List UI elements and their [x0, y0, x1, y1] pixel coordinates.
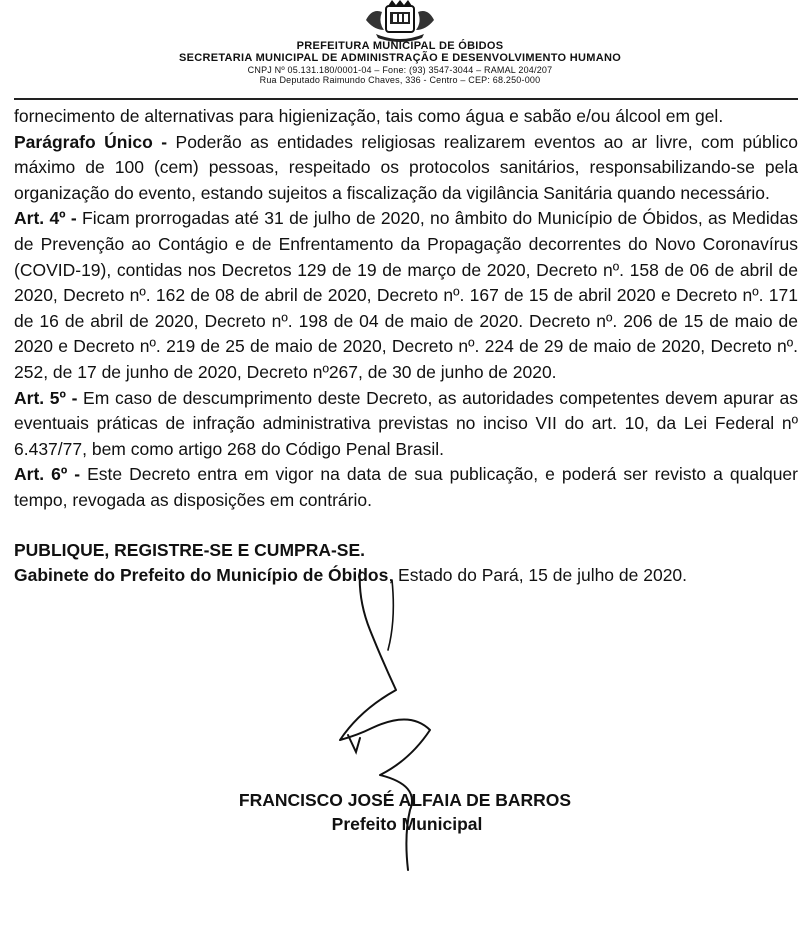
signer-role: Prefeito Municipal [331, 814, 483, 834]
letterhead-contact: CNPJ Nº 05.131.180/0001-04 – Fone: (93) 3547-3044 – RAMAL 204/207 [247, 64, 553, 75]
article-5 [14, 386, 798, 463]
gabinete-label: Gabinete do Prefeito do Município de Óbidos [14, 565, 389, 586]
spacer [14, 514, 798, 538]
article-6-text: Este Decreto entra em vigor na data de sua publicação, e poderá ser revisto a qualquer tempo, revogada as disposições em contrário. [14, 464, 798, 510]
signature-block [0, 788, 800, 836]
letterhead-secretaria: SECRETARIA MUNICIPAL DE ADMINISTRAÇÃO E DESENVOLVIMENTO HUMANO [178, 52, 622, 65]
article-5-label: Art. 5º - [14, 387, 78, 408]
decree-body [14, 104, 798, 589]
gabinete-line [14, 563, 798, 589]
article-4-label: Art. 4º - [14, 208, 77, 229]
letterhead-address: Rua Deputado Raimundo Chaves, 336 - Centro – CEP: 68.250-000 [259, 74, 541, 85]
paragraph-continuation: fornecimento de alternativas para higienização, tais como água e sabão e/ou álcool em gel. [14, 106, 724, 126]
signer-name: FRANCISCO JOSÉ ALFAIA DE BARROS [238, 790, 572, 810]
article-4 [14, 206, 798, 385]
article-6-label: Art. 6º - [14, 464, 81, 485]
article-6 [14, 462, 798, 513]
paragrafo-unico [14, 130, 798, 207]
paragrafo-unico-text: Poderão as entidades religiosas realizarem eventos ao ar livre, com público máximo de 100 (cem) pessoas, respeitado os protocolos sanitários, responsabilizando-se pela organização do evento, estando sujeitos a fiscalização da vigilância Sanitária quando necessário. [14, 131, 799, 203]
article-5-text: Em caso de descumprimento deste Decreto, as autoridades competentes devem apurar as eventuais práticas de infração administrativa previstas no inciso VII do art. 10, da Lei Federal nº 6.437/77, bem como artigo 268 do Código Penal Brasil. [14, 387, 798, 459]
letterhead [0, 40, 800, 85]
paragrafo-unico-label: Parágrafo Único - [14, 131, 168, 152]
handwritten-signature [300, 560, 460, 890]
article-4-text: Ficam prorrogadas até 31 de julho de 2020, no âmbito do Município de Óbidos, as Medidas de Prevenção ao Contágio e de Enfrentamento da Propagação decorrentes do Novo Coronavírus (COVID-19), contidas nos Decretos 129 de 19 de março de 2020, Decreto nº. 158 de 06 de abril de 2020, Decreto nº. 162 de 08 de abril de 2020, Decreto nº. 167 de 15 de abril 2020 e Decreto nº. 171 de 16 de abril de 2020, Decreto nº. 198 de 04 de maio de 2020. Decreto nº. 206 de 15 de maio de 2020 e Decreto nº. 219 de 25 de maio de 2020, Decreto nº. 224 de 29 de maio de 2020, Decreto nº. 252, de 17 de junho de 2020, Decreto nº267, de 30 de junho de 2020. [14, 208, 798, 382]
letterhead-prefeitura: PREFEITURA MUNICIPAL DE ÓBIDOS [296, 40, 504, 52]
header-divider [14, 98, 798, 100]
gabinete-text: , Estado do Pará, 15 de julho de 2020. [388, 565, 688, 586]
coat-of-arms-icon [362, 0, 438, 44]
publique-statement: PUBLIQUE, REGISTRE-SE E CUMPRA-SE. [14, 539, 366, 560]
